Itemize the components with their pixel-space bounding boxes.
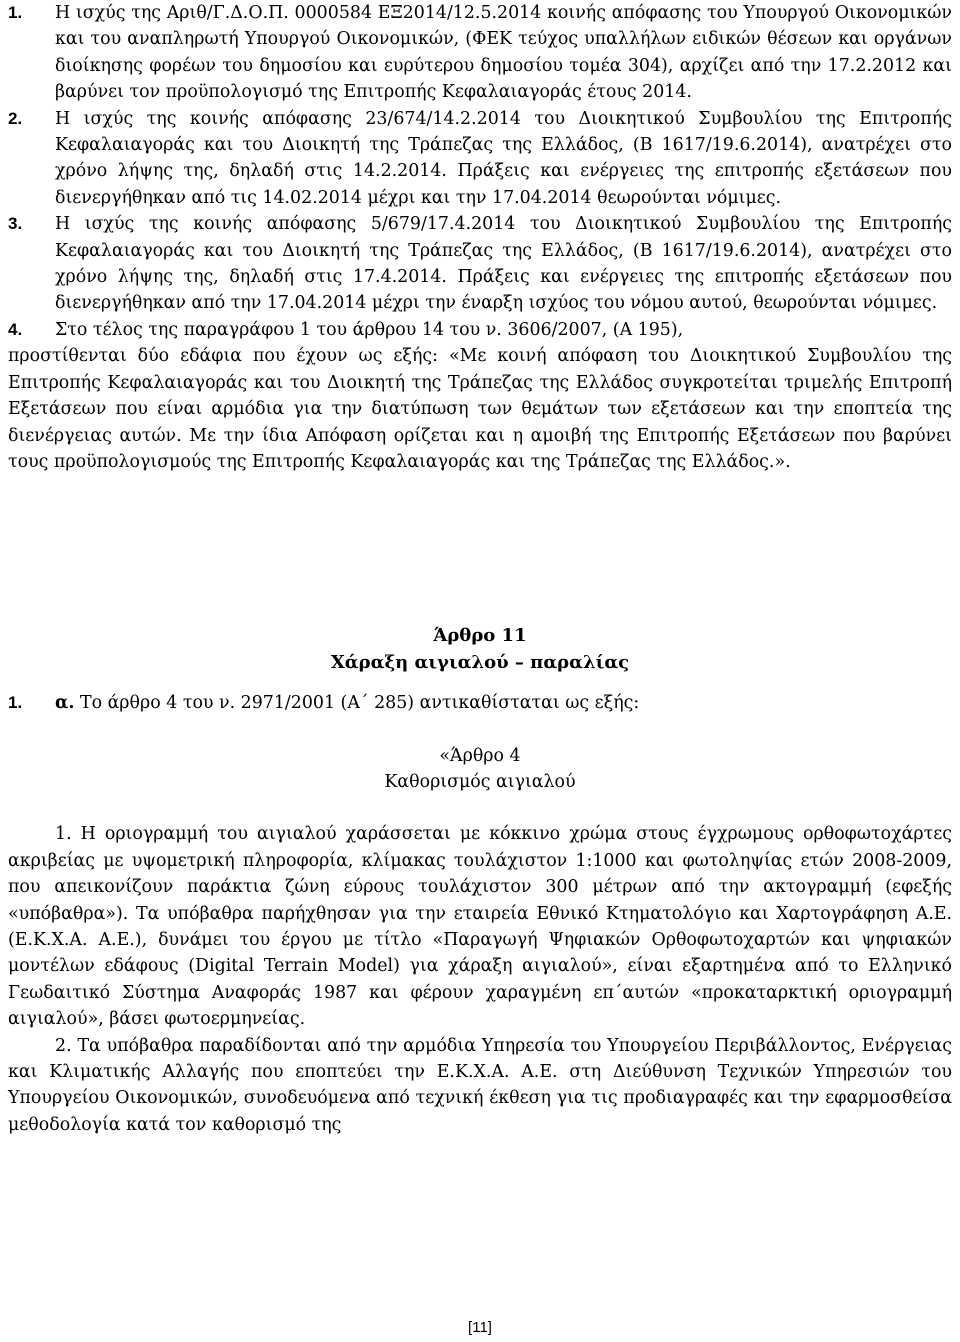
paragraph-text: 2. Τα υπόβαθρα παραδίδονται από την αρμόδια Υπηρεσία του Υπουργείου Περιβάλλοντος, Ενέργειας και Κλιματικής Αλλαγής που εποπτεύει την Ε.Κ.Χ.Α. Α.Ε. στη Διεύθυνση Τεχνικών Υπηρεσιών του Υπουργείου Οικονομικών, συνοδευόμενα από τεχνική έκθεση για τις προδιαγραφές και την εφαρμοσθείσα μεθοδολογία κατά τον καθορισμό της bbox=[8, 1035, 952, 1135]
page-number: [11] bbox=[468, 1319, 492, 1336]
list-item bbox=[8, 0, 952, 106]
article-heading: Άρθρο 11 bbox=[433, 625, 527, 647]
item-number: 1. bbox=[8, 3, 23, 22]
item-text: Η ισχύς της Αριθ/Γ.Δ.Ο.Π. 0000584 ΕΞ2014/12.5.2014 κοινής απόφασης του Υπουργού Οικονομικών και του αναπληρωτή Υπουργού Οικονομικών, (ΦΕΚ τεύχος υπαλλήλων ειδικών θέσεων και οργάνων διοίκησης φορέων του δημοσίου και ευρύτερου δημοσίου τομέα 304), αρχίζει από την 17.2.2012 και βαρύνει τον προϋπολογισμό της Επιτροπής Κεφαλαιαγοράς έτους 2014. bbox=[55, 3, 952, 103]
item-4-continuation: προστίθενται δύο εδάφια που έχουν ως εξής: «Με κοινή απόφαση του Διοικητικού Συμβουλίου της Επιτροπής Κεφαλαιαγοράς και του Διοικητή της Τράπεζας της Ελλάδος συγκροτείται τριμελής Επιτροπή Εξετάσεων που είναι αρμόδια για την διατύπωση των θεμάτων των εξετάσεων και την εποπτεία της διενέργειας αυτών. Με την ίδια Απόφαση ορίζεται και η αμοιβή της Επιτροπής Εξετάσεων που βαρύνει τους προϋπολογισμούς της Επιτροπής Κεφαλαιαγοράς και της Τράπεζας της Ελλάδος.». bbox=[8, 346, 952, 472]
item-text: Η ισχύς της κοινής απόφασης 5/679/17.4.2014 του Διοικητικού Συμβουλίου της Επιτροπής Κεφαλαιαγοράς και του Διοικητή της Τράπεζας της Ελλάδος, (Β 1617/19.6.2014), ανατρέχει στο χρόνο λήψης της, δηλαδή στις 17.4.2014. Πράξεις και ενέργειες της επιτροπής εξετάσεων που διενεργήθηκαν από την 17.04.2014 μέχρι την έναρξη ισχύος του νόμου αυτού, θεωρούνται νόμιμες. bbox=[55, 214, 952, 314]
item-number: 2. bbox=[8, 108, 23, 128]
article-item bbox=[8, 690, 952, 716]
item-text: Η ισχύς της κοινής απόφασης 23/674/14.2.2014 του Διοικητικού Συμβουλίου της Επιτροπής Κεφαλαιαγοράς και του Διοικητή της Τράπεζας της Ελλάδος, (Β 1617/19.6.2014), ανατρέχει στο χρόνο λήψης της, δηλαδή στις 14.2.2014. Πράξεις και ενέργειες της επιτροπής εξετάσεων που διενεργήθηκαν από τις 14.02.2014 μέχρι και την 17.04.2014 θεωρούνται νόμιμες. bbox=[55, 108, 952, 208]
paragraph bbox=[8, 1033, 952, 1139]
paragraph-text: 1. Η οριογραμμή του αιγιαλού χαράσσεται με κόκκινο χρώμα στους έγχρωμους ορθοφωτοχάρτες ακριβείας με υψομετρική πληροφορία, κλίμακας τουλάχιστον 1:1000 και φωτοληψίας ετών 2008-2009, που απεικονίζουν παράκτια ζώνη εύρους τουλάχιστον 300 μέτρων από την ακτογραμμή (εφεξής «υπόβαθρα»). Τα υπόβαθρα παρήχθησαν για την εταιρεία Εθνικό Κτηματολόγιο και Χαρτογράφηση Α.Ε. (Ε.Κ.Χ.Α. Α.Ε.), δυνάμει του έργου με τίτλο «Παραγωγή Ψηφιακών Ορθοφωτοχαρτών και ψηφιακών μοντέλων εδάφους (Digital Terrain Model) για χάραξη αιγιαλού», είναι εξαρτημένα από το Ελληνικό Γεωδαιτικό Σύστημα Αναφοράς 1987 και φέρουν χαραγμένη επ΄αυτών «προκαταρκτική οριογραμμή αιγιαλού», βάσει φωτοερμηνείας. bbox=[8, 824, 952, 1030]
item-text: Το άρθρο 4 του ν. 2971/2001 (Α΄ 285) αντικαθίσταται ως εξής: bbox=[79, 693, 640, 714]
document-page bbox=[8, 0, 952, 1138]
item-number: 4. bbox=[8, 319, 23, 339]
item-number: 1. bbox=[8, 693, 23, 713]
quoted-article-heading: «Άρθρο 4 bbox=[439, 745, 521, 766]
paragraph bbox=[8, 821, 952, 1032]
list-item bbox=[8, 211, 952, 317]
quoted-article-title: Καθορισμός αιγιαλού bbox=[384, 771, 576, 792]
list-item bbox=[8, 317, 952, 343]
article-title: Χάραξη αιγιαλού – παραλίας bbox=[330, 651, 630, 673]
list-item bbox=[8, 106, 952, 212]
item-text: Στο τέλος της παραγράφου 1 του άρθρου 14 του ν. 3606/2007, (Α 195), bbox=[55, 319, 684, 340]
item-letter: α. bbox=[55, 693, 75, 714]
item-number: 3. bbox=[8, 214, 23, 234]
